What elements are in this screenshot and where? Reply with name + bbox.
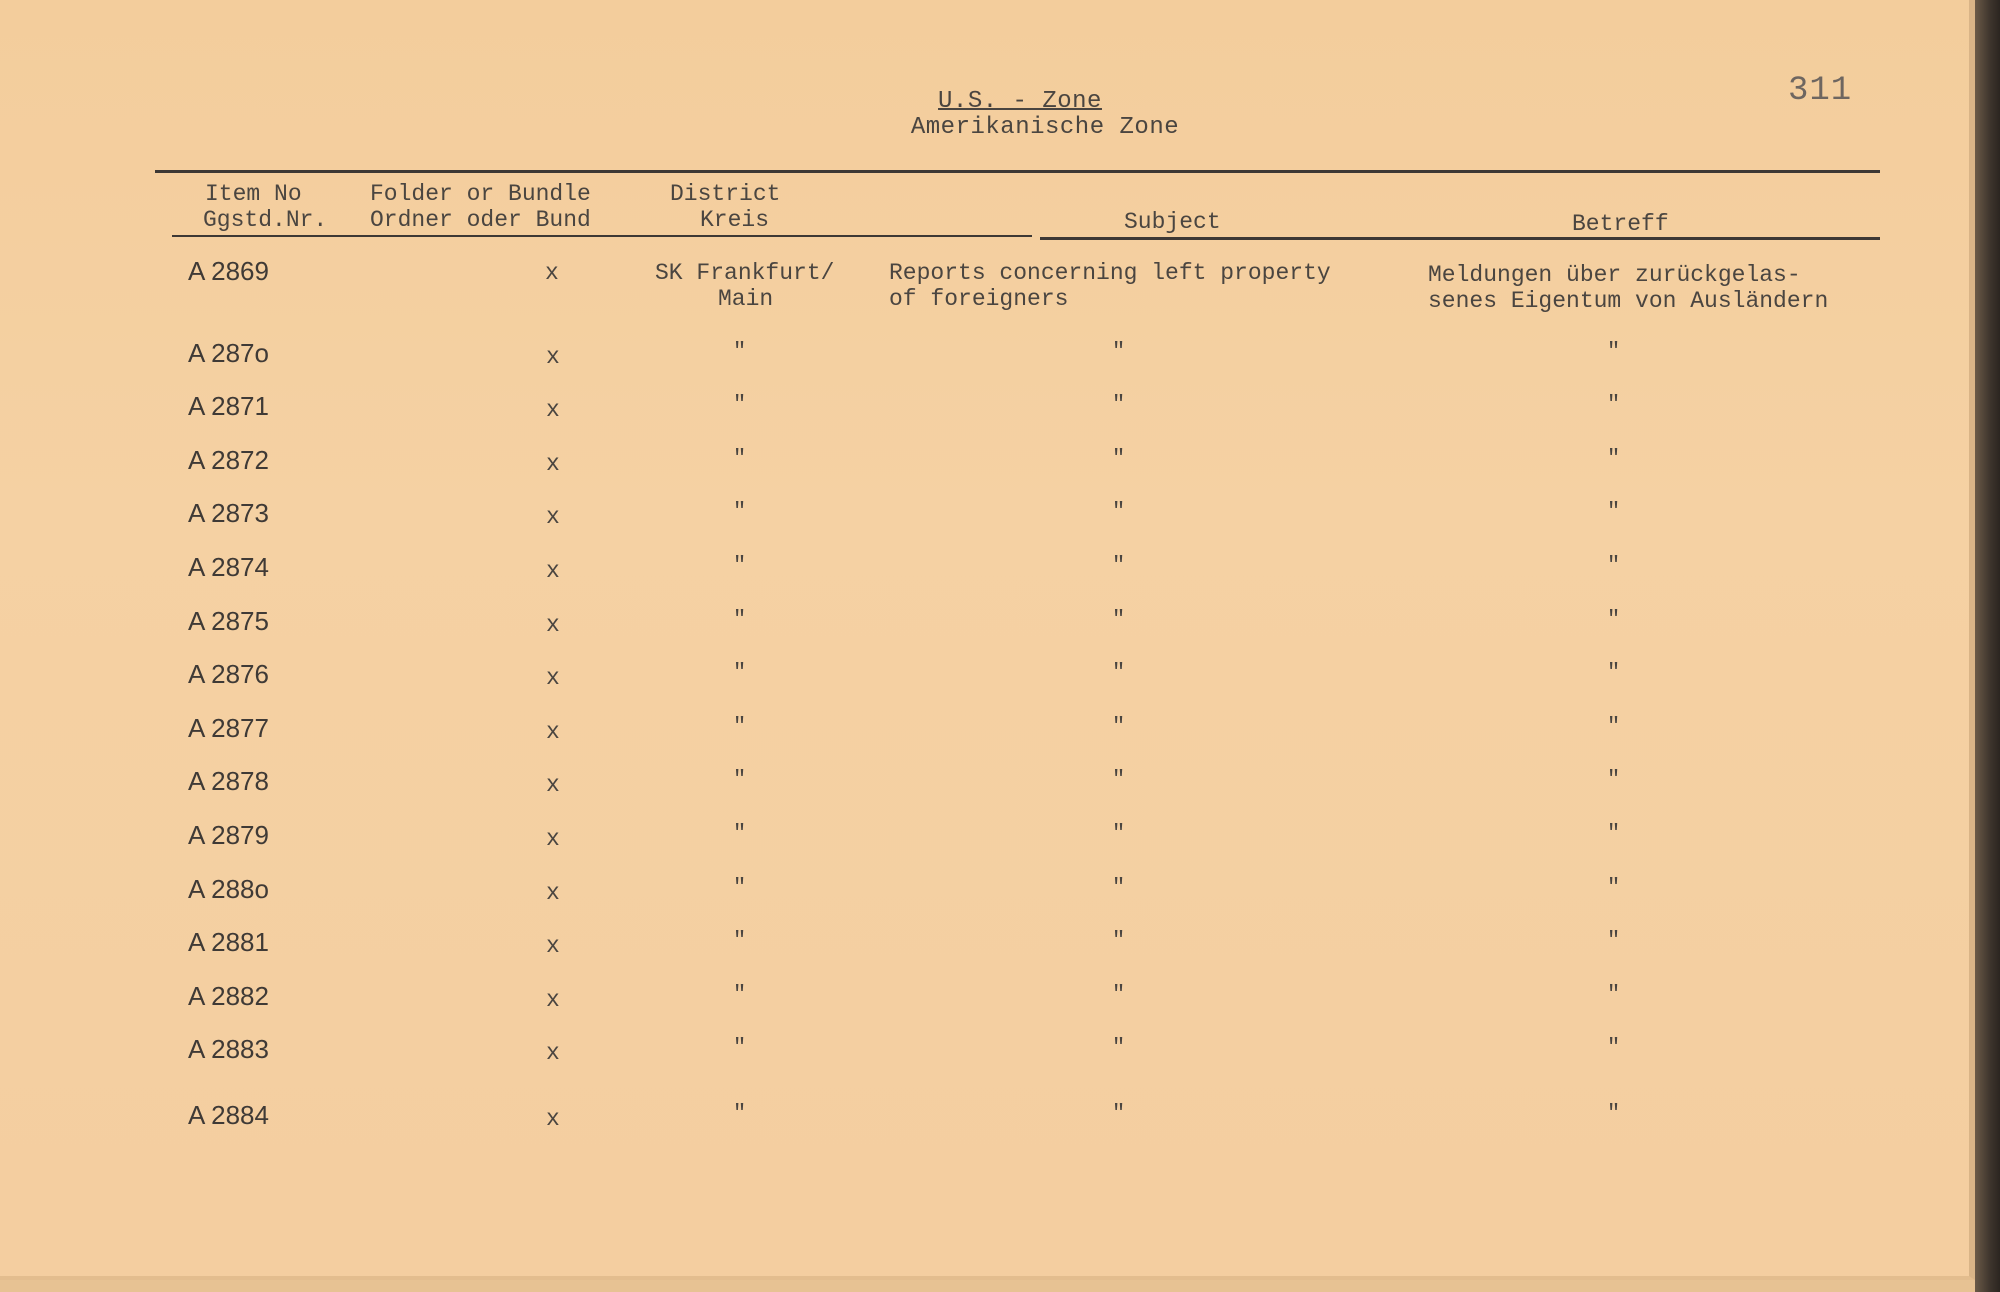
item-number: A 2876 [188,659,269,689]
folder-mark: x [546,772,560,798]
item-number: A 2883 [188,1034,269,1064]
header-folder-de: Ordner oder Bund [370,207,591,233]
folder-mark: x [546,1106,560,1132]
subject-ditto: " [1112,392,1126,417]
district-ditto: " [733,767,747,792]
betreff-ditto: " [1607,1035,1621,1060]
zone-subtitle: Amerikanische Zone [910,114,1180,141]
folder-mark: x [546,451,560,477]
folder-mark: x [546,612,560,638]
betreff-ditto: " [1607,875,1621,900]
header-district-de: Kreis [700,207,770,233]
zone-title: U.S. - Zone [938,88,1102,115]
subject-ditto: " [1112,660,1126,685]
district-ditto: " [733,607,747,632]
betreff-ditto: " [1607,607,1621,632]
header-betreff: Betreff [1572,211,1669,237]
subject-ditto: " [1112,1035,1126,1060]
item-number: A 2879 [188,820,269,850]
district-line-1: SK Frankfurt/ [655,260,835,286]
district-ditto: " [733,982,747,1007]
district-ditto: " [733,446,747,471]
item-number: A 2882 [188,981,269,1011]
folder-mark: x [546,665,560,691]
folder-mark: x [546,1040,560,1066]
betreff-ditto: " [1607,1101,1621,1126]
subject-ditto: " [1112,607,1126,632]
item-number: A 287o [188,338,269,368]
betreff-ditto: " [1607,446,1621,471]
district-ditto: " [733,875,747,900]
subject-ditto: " [1112,553,1126,578]
header-rule-left [172,235,1032,237]
betreff-ditto: " [1607,553,1621,578]
top-rule [155,170,1880,173]
subject-ditto: " [1112,767,1126,792]
subject-ditto: " [1112,339,1126,364]
header-item-de: Ggstd.Nr. [203,207,328,233]
betreff-ditto: " [1607,982,1621,1007]
district-line-2: Main [718,286,774,312]
header-rule-right [1040,237,1880,240]
subject-ditto: " [1112,1101,1126,1126]
district-ditto: " [733,1035,747,1060]
subject-ditto: " [1112,714,1126,739]
item-number: A 2884 [188,1100,269,1130]
district-ditto: " [733,553,747,578]
page-bottom-edge [0,1280,1975,1292]
folder-mark: x [546,344,560,370]
district-ditto: " [733,499,747,524]
betreff-line-1: Meldungen über zurückgelas- [1428,262,1801,288]
item-number: A 2873 [188,498,269,528]
header-subject: Subject [1124,209,1221,235]
betreff-ditto: " [1607,339,1621,364]
betreff-ditto: " [1607,499,1621,524]
district-ditto: " [733,339,747,364]
item-number: A 2874 [188,552,269,582]
page-number: 311 [1788,72,1853,110]
betreff-ditto: " [1607,392,1621,417]
betreff-ditto: " [1607,821,1621,846]
subject-ditto: " [1112,982,1126,1007]
subject-ditto: " [1112,499,1126,524]
item-number: A 288o [188,874,269,904]
folder-mark: x [546,826,560,852]
binding-edge [1975,0,2000,1292]
header-district-en: District [670,181,781,207]
district-ditto: " [733,392,747,417]
item-number: A 2881 [188,927,269,957]
item-number: A 2878 [188,766,269,796]
item-number: A 2872 [188,445,269,475]
subject-ditto: " [1112,875,1126,900]
folder-mark: x [546,987,560,1013]
subject-ditto: " [1112,821,1126,846]
district-ditto: " [733,1101,747,1126]
subject-ditto: " [1112,928,1126,953]
betreff-ditto: " [1607,660,1621,685]
subject-ditto: " [1112,446,1126,471]
item-number: A 2871 [188,391,269,421]
folder-mark: x [546,504,560,530]
subject-line-2: of foreigners [889,286,1069,312]
betreff-ditto: " [1607,714,1621,739]
header-item-en: Item No [205,181,302,207]
district-ditto: " [733,714,747,739]
folder-mark: x [546,558,560,584]
folder-mark: x [545,260,559,286]
folder-mark: x [546,719,560,745]
betreff-line-2: senes Eigentum von Ausländern [1428,288,1829,314]
folder-mark: x [546,880,560,906]
betreff-ditto: " [1607,928,1621,953]
item-number: A 2877 [188,713,269,743]
folder-mark: x [546,397,560,423]
subject-line-1: Reports concerning left property [889,260,1331,286]
district-ditto: " [733,660,747,685]
item-number: A 2869 [188,256,269,286]
district-ditto: " [733,928,747,953]
header-folder-en: Folder or Bundle [370,181,591,207]
district-ditto: " [733,821,747,846]
folder-mark: x [546,933,560,959]
item-number: A 2875 [188,606,269,636]
betreff-ditto: " [1607,767,1621,792]
